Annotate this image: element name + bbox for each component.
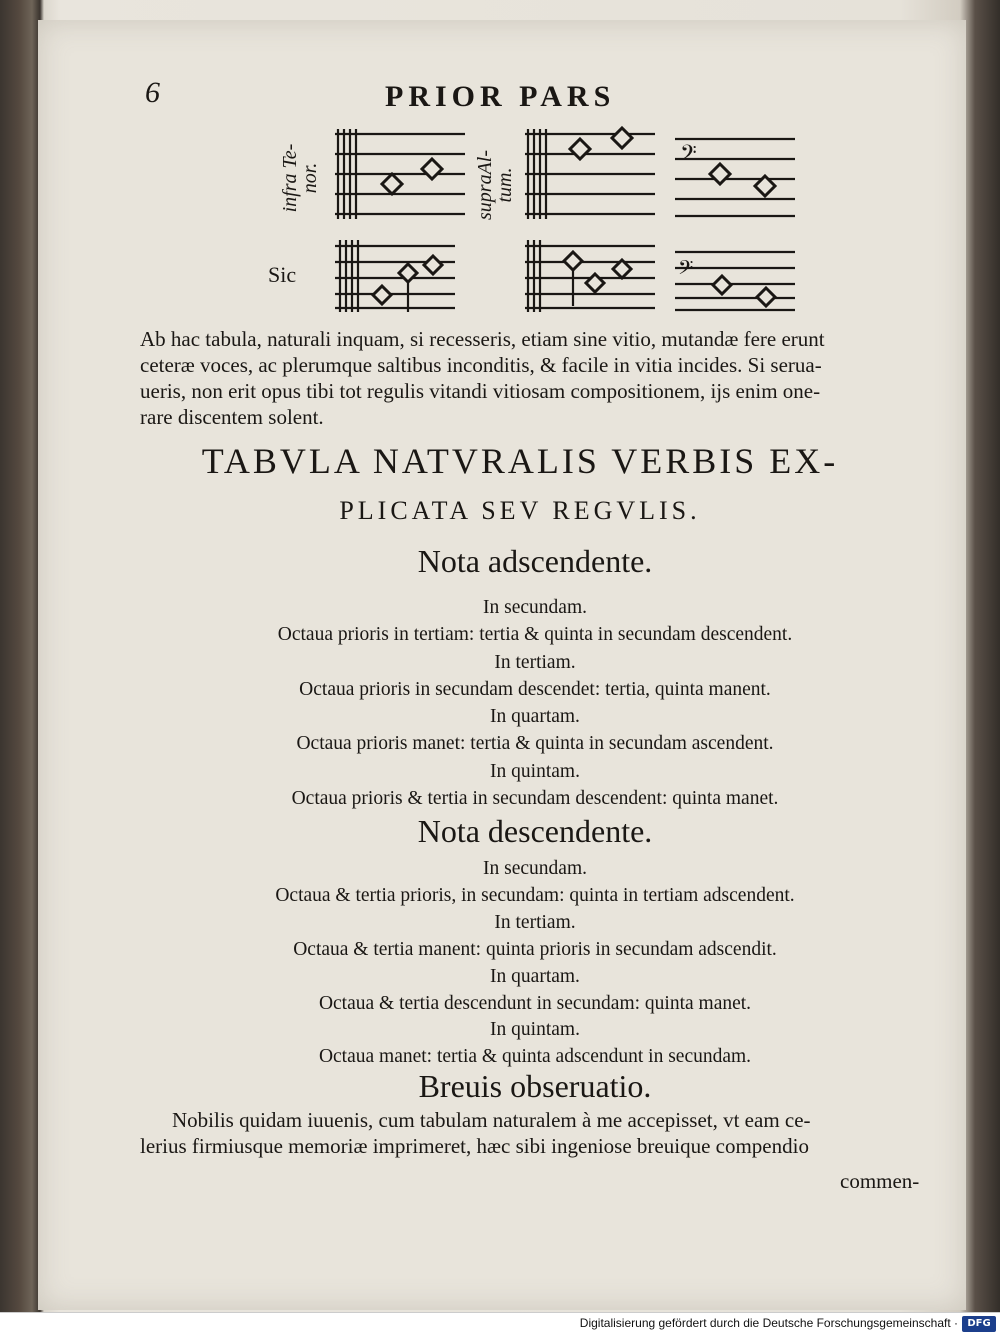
music-staff-row-2: [330, 236, 810, 316]
running-head: PRIOR PARS: [385, 80, 616, 113]
asc-line-6: Octaua prioris manet: tertia & quinta in secundam ascendent.: [296, 733, 774, 754]
intro-paragraph: [140, 326, 930, 430]
intro-line-2: ceteræ voces, ac plerumque saltibus inconditis, & facile in vitia incides. Si serua-: [140, 353, 822, 377]
label-infra-tenor-line1: infra Te-: [279, 143, 301, 213]
svg-text:𝄢: 𝄢: [680, 141, 697, 171]
breuis-paragraph: [140, 1107, 930, 1159]
asc-line-1: In secundam.: [483, 597, 587, 618]
label-infra-tenor: [280, 128, 320, 228]
catchword: commen-: [840, 1169, 920, 1193]
desc-line-3: In tertiam.: [494, 912, 576, 933]
label-supra-altum-line1: supraAl-: [474, 150, 496, 220]
desc-line-6: Octaua & tertia descendunt in secundam: quinta manet.: [318, 993, 752, 1014]
section-title-line-1: TABVLA NATVRALIS VERBIS EX-: [201, 441, 839, 481]
asc-line-4: Octaua prioris in secundam descendet: tertia, quinta manent.: [299, 679, 771, 700]
desc-line-2: Octaua & tertia prioris, in secundam: quinta in tertiam adscendent.: [275, 885, 795, 906]
footer-bar: [0, 1312, 1000, 1335]
label-infra-tenor-line2: nor.: [299, 162, 321, 194]
asc-line-7: In quintam.: [490, 761, 580, 782]
section-title-line-2: PLICATA SEV REGVLIS.: [339, 496, 701, 525]
music-staff-row-1: [330, 124, 810, 224]
footer-credit: Digitalisierung gefördert durch die Deutsche Forschungsgemeinschaft ·: [579, 1316, 958, 1330]
intro-line-1: Ab hac tabula, naturali inquam, si recesseris, etiam sine vitio, mutandæ fere erunt: [140, 327, 825, 351]
breuis-line-1: Nobilis quidam iuuenis, cum tabulam naturalem à me accepisset, vt eam ce-: [172, 1108, 811, 1132]
desc-line-7: In quintam.: [490, 1019, 580, 1040]
intro-line-4: rare discentem solent.: [140, 405, 324, 429]
heading-nota-descendente: Nota descendente.: [417, 813, 653, 849]
page-number: 6: [145, 76, 160, 109]
heading-breuis-obseruatio: Breuis obseruatio.: [418, 1068, 652, 1104]
desc-line-5: In quartam.: [490, 966, 580, 987]
desc-line-1: In secundam.: [483, 858, 587, 879]
asc-line-8: Octaua prioris & tertia in secundam descendent: quinta manet.: [291, 788, 779, 809]
label-supra-altum-line2: tum.: [494, 167, 516, 203]
asc-line-5: In quartam.: [490, 706, 580, 727]
asc-line-3: In tertiam.: [494, 652, 576, 673]
heading-nota-adscendente: Nota adscendente.: [417, 543, 653, 579]
breuis-line-2: lerius firmiusque memoriæ imprimeret, hæc sibi ingeniose breuique compendio: [140, 1134, 809, 1158]
desc-line-8: Octaua manet: tertia & quinta adscendunt in secundam.: [318, 1046, 752, 1067]
desc-line-4: Octaua & tertia manent: quinta prioris in secundam adscendit.: [293, 939, 777, 960]
intro-line-3: ueris, non erit opus tibi tot regulis vitandi vitiosam compositionem, ijs enim one-: [140, 379, 821, 403]
label-sic: Sic: [268, 262, 297, 287]
asc-line-2: Octaua prioris in tertiam: tertia & quinta in secundam descendent.: [277, 624, 793, 645]
svg-text:𝄢: 𝄢: [678, 256, 694, 284]
dfg-logo: DFG: [962, 1316, 996, 1332]
